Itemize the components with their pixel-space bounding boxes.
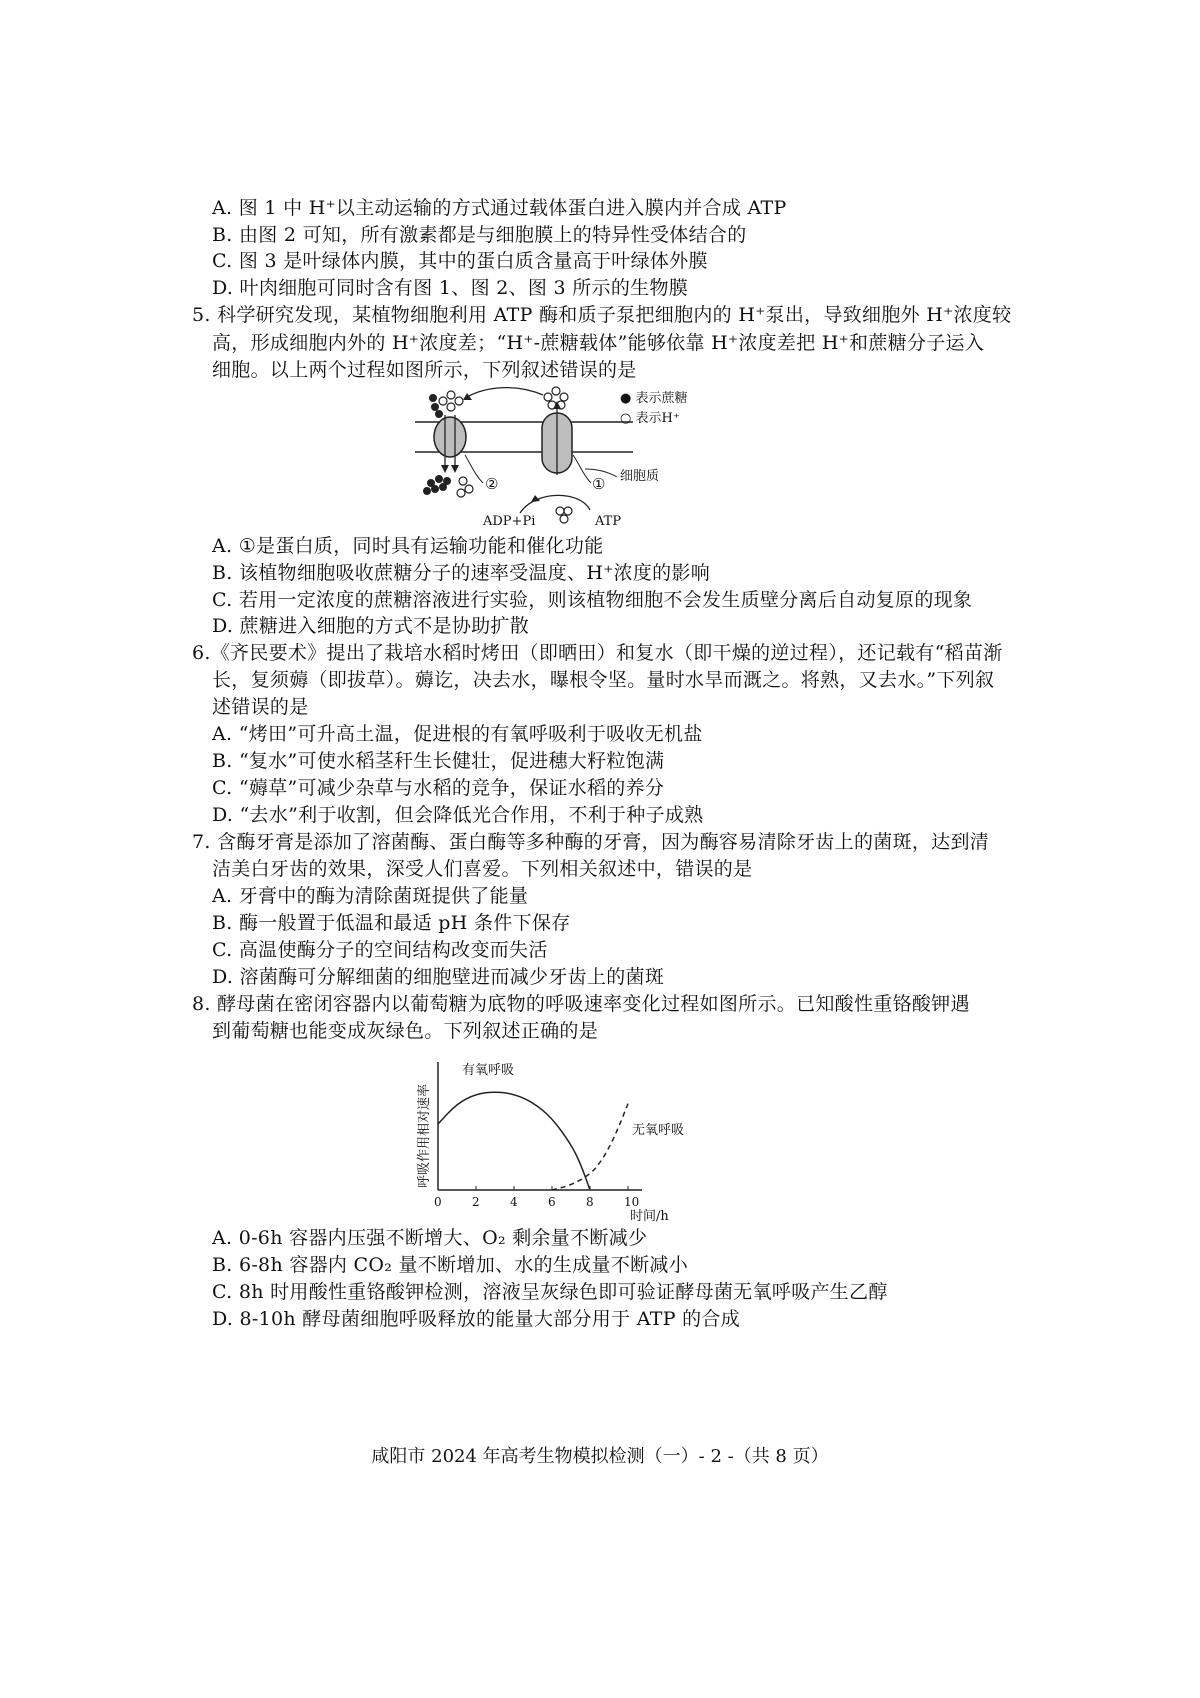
q7-option-c: C. 高温使酶分子的空间结构改变而失活 [212,939,548,961]
membrane-transport-figure [405,385,735,533]
q6-option-b: B. “复水”可使水稻茎秆生长健壮，促进穗大籽粒饱满 [212,750,665,772]
h-ion-cluster-outside-left [429,391,463,418]
q6-stem-line-3: 述错误的是 [212,696,309,718]
h-ion-cluster-inside-left [457,477,473,497]
q5-option-a: A. ①是蛋白质，同时具有运输功能和催化功能 [212,535,604,557]
q4-option-d: D. 叶肉细胞可同时含有图 1、图 2、图 3 所示的生物膜 [212,277,689,299]
label-1: ① [592,475,606,493]
h-ion-cluster-outside-right [544,387,568,409]
q7-option-b: B. 酶一般置于低温和最适 pH 条件下保存 [212,912,571,934]
x-tick-label: 0 [434,1195,442,1209]
q5-stem-line-3: 细胞。以上两个过程如图所示，下列叙述错误的是 [212,359,637,381]
x-tick-label: 8 [586,1195,594,1209]
series-label-anaerobic: 无氧呼吸 [632,1123,685,1138]
q5-option-d: D. 蔗糖进入细胞的方式不是协助扩散 [212,615,530,637]
q8-option-d: D. 8-10h 酵母菌细胞呼吸释放的能量大部分用于 ATP 的合成 [212,1308,741,1330]
q7-stem-line-1: 7. 含酶牙膏是添加了溶菌酶、蛋白酶等多种酶的牙膏，因为酶容易清除牙齿上的菌斑，达到清 [192,831,990,853]
label-adp-pi: ADP+Pi [483,514,536,529]
series-line-0 [438,1092,590,1190]
respiration-rate-chart [410,1048,700,1224]
label-cytoplasm: 细胞质 [620,469,660,484]
q5-option-b: B. 该植物细胞吸收蔗糖分子的速率受温度、H⁺浓度的影响 [212,562,711,584]
page-footer: 咸阳市 2024 年高考生物模拟检测（一）- 2 -（共 8 页） [371,1446,829,1467]
q5-stem-line-2: 高，形成细胞内外的 H⁺浓度差；“H⁺-蔗糖载体”能够依靠 H⁺浓度差把 H⁺和蔗糖分子运入 [212,332,985,354]
q8-option-a: A. 0-6h 容器内压强不断增大、O₂ 剩余量不断减少 [212,1227,648,1249]
q8-stem-line-2: 到葡萄糖也能变成灰绿色。下列叙述正确的是 [212,1020,599,1042]
x-tick-label: 2 [472,1195,480,1209]
label-2: ② [485,475,499,493]
series-line-1 [552,1104,628,1190]
label-atp: ATP [595,514,622,529]
q7-option-d: D. 溶菌酶可分解细菌的细胞壁进而减少牙齿上的菌斑 [212,966,665,988]
q6-stem-line-2: 长，复须薅（即拔草）。薅讫，决去水，曝根令坚。量时水旱而溉之。将熟，又去水。”下列叙 [212,669,995,691]
sucrose-carrier [434,417,466,457]
q5-option-c: C. 若用一定浓度的蔗糖溶液进行实验，则该植物细胞不会发生质壁分离后自动复原的现象 [212,589,973,611]
x-tick-label: 6 [548,1195,556,1209]
legend-sucrose: ● 表示蔗糖 [620,391,688,406]
y-axis-label: 呼吸作用相对速率 [417,1083,432,1188]
q7-stem-line-2: 洁美白牙齿的效果，深受人们喜爱。下列相关叙述中，错误的是 [212,858,753,880]
q6-option-d: D. “去水”利于收割，但会降低光合作用，不利于种子成熟 [212,804,704,826]
q8-stem-line-1: 8. 酵母菌在密闭容器内以葡萄糖为底物的呼吸速率变化过程如图所示。已知酸性重铬酸钾遇 [192,993,970,1015]
q6-stem-line-1: 6.《齐民要术》提出了栽培水稻时烤田（即晒田）和复水（即干燥的逆过程），还记载有“稻苗渐 [192,642,1003,664]
x-axis-label: 时间/h [630,1209,669,1224]
q4-option-a: A. 图 1 中 H⁺以主动运输的方式通过载体蛋白进入膜内并合成 ATP [212,197,787,219]
x-tick-label: 10 [624,1195,640,1209]
q6-option-c: C. “薅草”可减少杂草与水稻的竞争，保证水稻的养分 [212,777,665,799]
q8-option-b: B. 6-8h 容器内 CO₂ 量不断增加、水的生成量不断减小 [212,1254,689,1276]
x-tick-label: 4 [510,1195,518,1209]
legend-h-ion: ○ 表示H⁺ [620,411,680,426]
q7-option-a: A. 牙膏中的酶为清除菌斑提供了能量 [212,885,529,907]
q8-option-c: C. 8h 时用酸性重铬酸钾检测，溶液呈灰绿色即可验证酵母菌无氧呼吸产生乙醇 [212,1281,888,1303]
q4-option-c: C. 图 3 是叶绿体内膜，其中的蛋白质含量高于叶绿体外膜 [212,250,708,272]
q5-stem-line-1: 5. 科学研究发现，某植物细胞利用 ATP 酶和质子泵把细胞内的 H⁺泵出，导致细胞外 H⁺浓度较 [192,304,1012,326]
h-ion-cluster-bottom [556,507,572,523]
q4-option-b: B. 由图 2 可知，所有激素都是与细胞膜上的特异性受体结合的 [212,224,747,246]
q6-option-a: A. “烤田”可升高土温，促进根的有氧呼吸利于吸收无机盐 [212,723,703,745]
sucrose-cluster-inside [423,475,451,495]
series-label-aerobic: 有氧呼吸 [462,1063,515,1078]
